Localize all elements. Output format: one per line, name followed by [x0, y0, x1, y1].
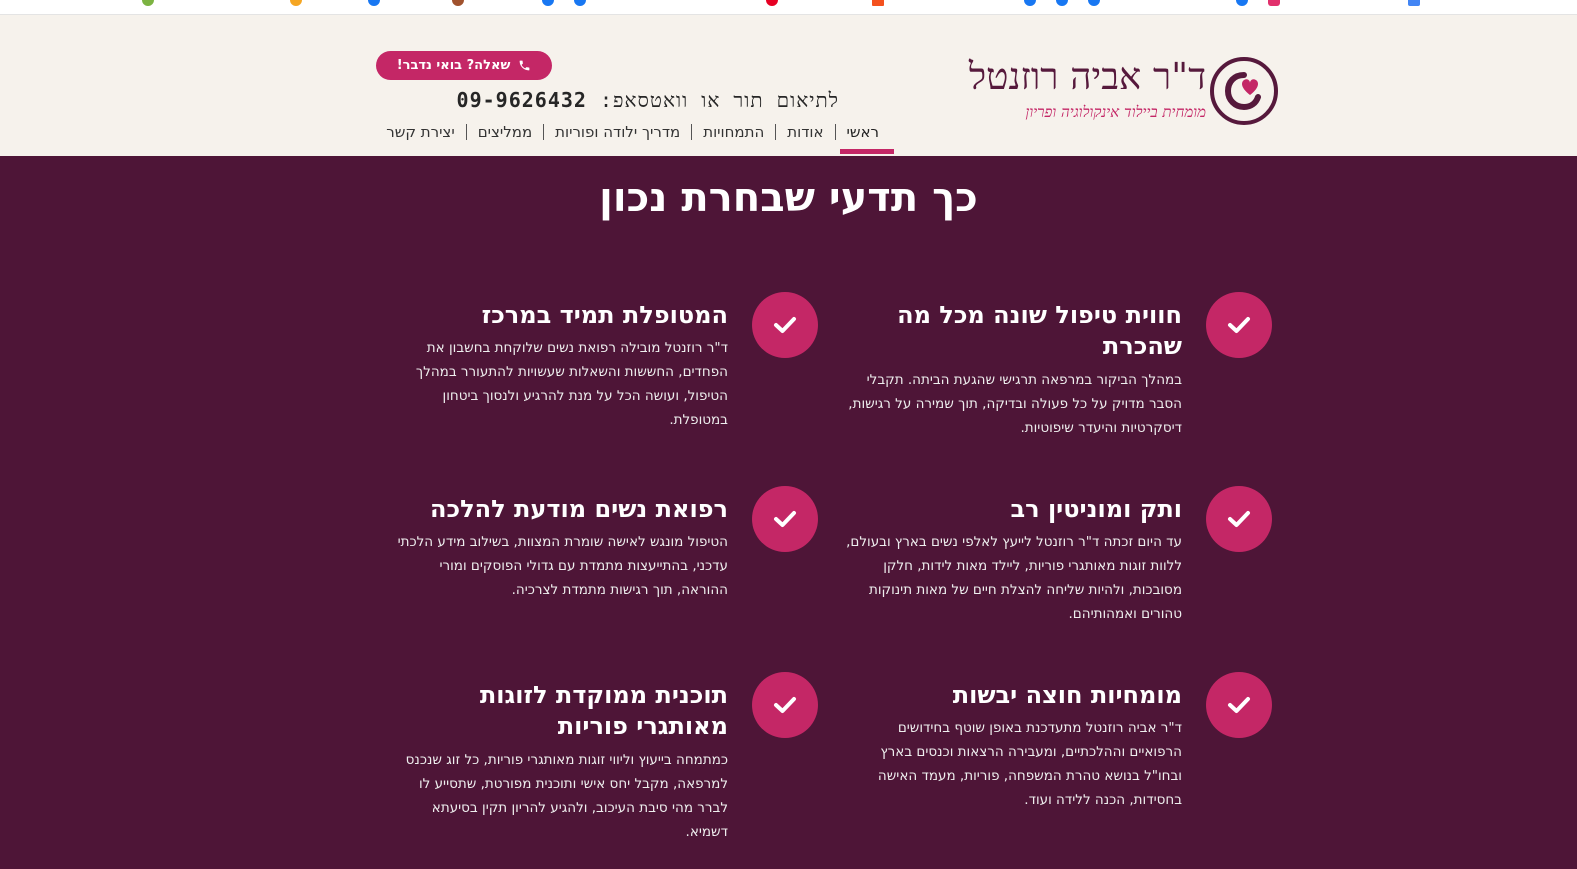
contact-line [389, 85, 839, 115]
nav-item-specialties[interactable]: התמחויות [691, 124, 775, 140]
bookmark-icon[interactable] [872, 0, 884, 6]
phone-number[interactable]: 09-9626432 [456, 88, 587, 112]
bookmark-icon[interactable] [1236, 0, 1248, 6]
main-nav [385, 119, 890, 145]
nav-item-home[interactable]: ראשי [835, 124, 890, 140]
check-icon [752, 486, 818, 552]
feature-item [378, 292, 818, 428]
feature-item [378, 486, 818, 616]
logo-name: ד"ר אביה רוזנטל [968, 55, 1206, 98]
check-icon [752, 292, 818, 358]
feature-title: מומחיות חוצה יבשות [952, 681, 1182, 709]
feature-text: ד"ר אביה רוזנטל מתעדכנת באופן שוטף בחידושים הרפואיים וההלכתיים, ומעבירה הרצאות וכנסים בארץ ובחו"ל בנושא טהרת המשפחה, פוריות, מעמד האישה בחסידות, הכנה ללידה ועוד. [877, 720, 1182, 808]
feature-title: חווית טיפול שונה מכל מה שהכרת [897, 301, 1182, 360]
site-header [0, 15, 1577, 156]
feature-item [378, 672, 818, 840]
bookmarks-bar [0, 0, 1577, 15]
check-icon [1206, 292, 1272, 358]
feature-text: במהלך הביקור במרפאה תרגישי שהגעת הביתה. תקבלי הסבר מדויק על כל פעולה ובדיקה, תוך שמירה על רגישות, דיסקרטיות והיעדר שיפוטיות. [848, 372, 1182, 436]
bookmark-icon[interactable] [766, 0, 778, 6]
feature-text: כמתמחה בייעוץ וליווי זוגות מאותגרי פוריות, כל זוג שנכנס למרפאה, מקבל יחס אישי ותוכנית מפורטת, שתסייע לו לברר מהי סיבת העיכוב, ולהגיע להריון תקין בסיעתא דשמיא. [405, 752, 728, 840]
feature-text: עד היום זכתה ד"ר רוזנטל לייעץ לאלפי נשים בארץ ובעולם, ללוות זוגות מאותגרי פוריות, ליילד מאות לידות, חלקן מסובכות, ולהיות שליחה להצלת חיים של מאות תינוקות טהורים ואמהותיהם. [846, 534, 1182, 622]
bookmark-icon[interactable] [1268, 0, 1280, 6]
feature-item [832, 292, 1272, 442]
bookmark-icon[interactable] [574, 0, 586, 6]
bookmark-icon[interactable] [1408, 0, 1420, 6]
question-button-label: שאלה? בואי נדבר! [396, 58, 511, 73]
nav-active-indicator [840, 149, 894, 154]
bookmark-icon[interactable] [542, 0, 554, 6]
bookmark-icon[interactable] [1088, 0, 1100, 6]
nav-item-about[interactable]: אודות [775, 124, 834, 140]
feature-item [832, 672, 1272, 822]
feature-title: המטופלת תמיד במרכז [481, 301, 728, 329]
check-icon [1206, 486, 1272, 552]
contact-label: לתיאום תור או וואטסאפ: [600, 88, 839, 112]
site-logo[interactable] [970, 53, 1282, 145]
phone-icon [518, 59, 531, 72]
bookmark-icon[interactable] [1024, 0, 1036, 6]
check-icon [752, 672, 818, 738]
feature-title: רפואת נשים מודעת להלכה [430, 495, 728, 523]
feature-title: ותק ומוניטין רב [1010, 495, 1182, 523]
nav-item-testimonials[interactable]: ממליצים [466, 124, 543, 140]
section-title: כך תדעי שבחרת נכון [599, 175, 978, 221]
contact-question-button[interactable] [376, 51, 552, 80]
why-choose-section [0, 156, 1577, 869]
heart-logo-icon [1210, 57, 1278, 125]
nav-item-contact[interactable]: יצירת קשר [386, 123, 455, 141]
bookmark-icon[interactable] [1056, 0, 1068, 6]
bookmark-icon[interactable] [290, 0, 302, 6]
nav-item-guide[interactable]: מדריך ילודה ופוריות [543, 124, 691, 140]
check-icon [1206, 672, 1272, 738]
bookmark-icon[interactable] [368, 0, 380, 6]
bookmark-icon[interactable] [142, 0, 154, 6]
bookmark-icon[interactable] [452, 0, 464, 6]
feature-text: ד"ר רוזנטל מובילה רפואת נשים שלוקחת בחשבון את הפחדים, החששות והשאלות שעשויות להתעורר במהלך הטיפול, ועושה הכל על מנת להרגיע ולנסוך ביטחון במטופלת. [415, 340, 728, 428]
logo-subtitle: מומחית ביילוד אינקולוגיה ופריון [1025, 103, 1206, 121]
feature-item [832, 486, 1272, 636]
feature-title: תוכנית ממוקדת לזוגות מאותגרי פוריות [479, 681, 728, 740]
feature-text: הטיפול מונגש לאישה שומרת המצוות, בשילוב מידע הלכתי עדכני, בהתייעצות מתמדת עם גדולי הפוסקים ומורי ההוראה, תוך רגישות מתמדת לצרכיה. [397, 534, 728, 598]
